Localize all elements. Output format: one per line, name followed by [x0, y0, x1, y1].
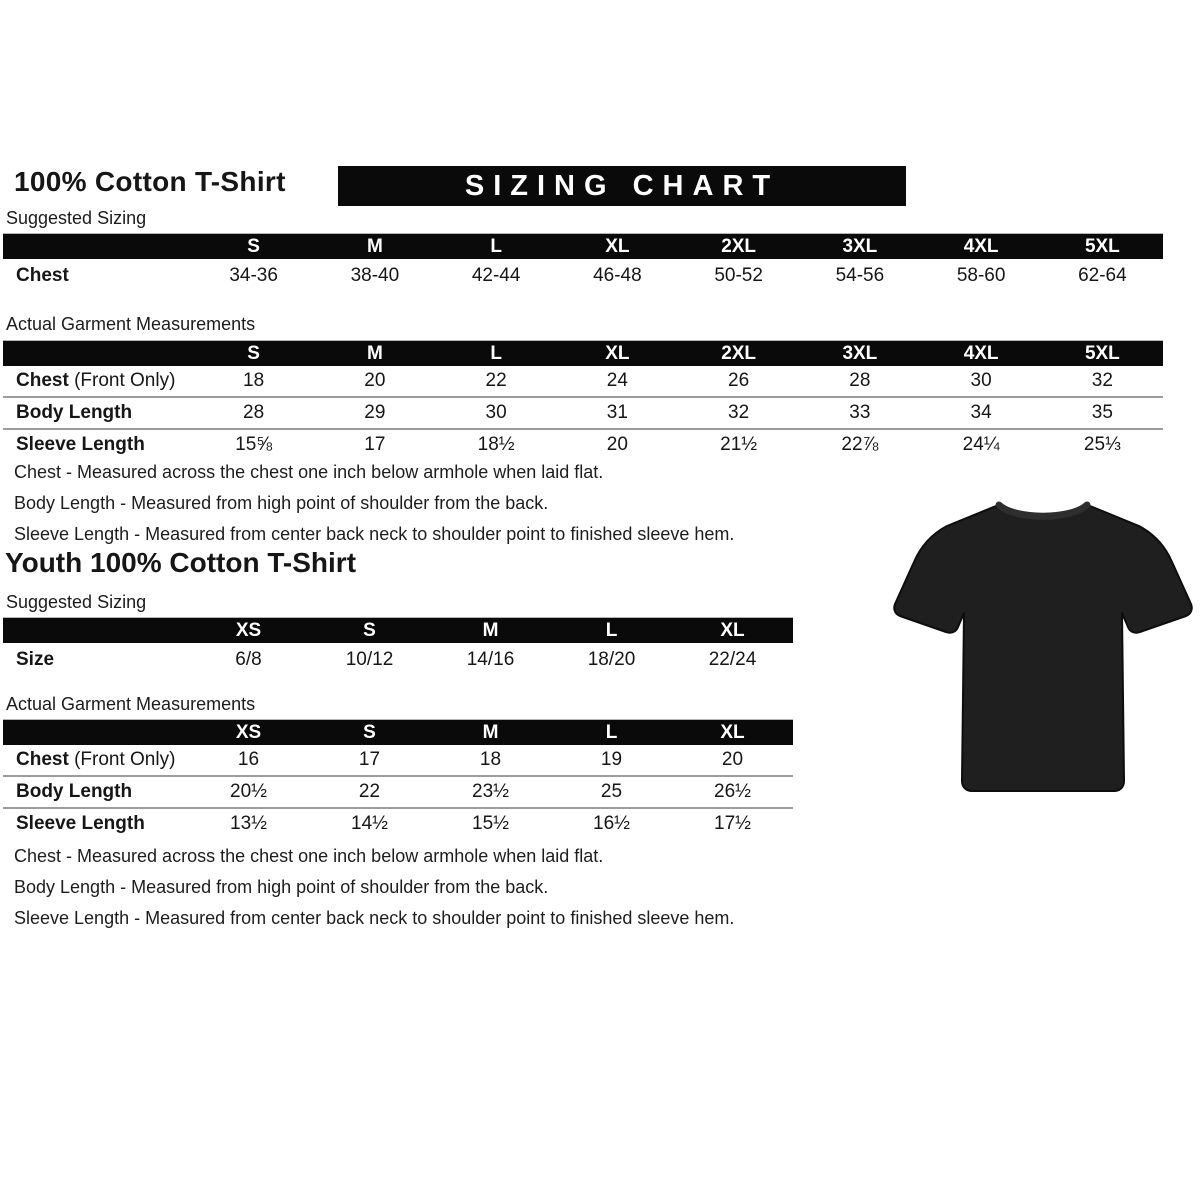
size-column-header: XL	[720, 619, 745, 641]
row-label: Chest (Front Only)	[16, 749, 176, 770]
measurement-cell: 32	[1091, 370, 1113, 391]
measurement-cell: 33	[849, 402, 871, 423]
table-row	[3, 745, 793, 775]
measurement-cell: 29	[364, 402, 386, 423]
adult-suggested-table-header	[3, 234, 1163, 259]
measurement-cell: 17½	[714, 813, 751, 834]
size-column-header: 5XL	[1084, 235, 1120, 257]
size-column-header: M	[482, 619, 499, 641]
measurement-cell: 62-64	[1078, 264, 1127, 286]
measurement-cell: 16	[237, 749, 260, 770]
measurement-cell: 22	[358, 781, 381, 802]
table-row	[3, 259, 1163, 292]
row-label: Chest (Front Only)	[16, 370, 176, 391]
adult-actual-table	[3, 340, 1163, 460]
table-row	[3, 366, 1163, 396]
size-column-header: L	[605, 721, 618, 743]
youth-actual-measurements-label: Actual Garment Measurements	[6, 694, 256, 714]
measurement-note: Chest - Measured across the chest one inch below armhole when laid flat.	[14, 846, 604, 866]
measurement-cell: 18/20	[587, 648, 636, 670]
sizing-chart-banner-label: SIZING CHART	[464, 169, 780, 202]
table-row	[3, 396, 1163, 428]
measurement-cell: 20	[606, 434, 628, 455]
measurement-cell: 26	[728, 370, 750, 391]
measurement-note: Sleeve Length - Measured from center back neck to shoulder point to finished sleeve hem.	[14, 908, 735, 928]
measurement-cell: 6/8	[235, 648, 262, 670]
table-row	[3, 807, 793, 839]
adult-actual-measurements-label: Actual Garment Measurements	[6, 314, 256, 334]
size-column-header: L	[490, 235, 502, 257]
measurement-cell: 20	[721, 749, 744, 770]
measurement-cell: 42-44	[471, 264, 521, 286]
measurement-note: Chest - Measured across the chest one inch below armhole when laid flat.	[14, 462, 604, 482]
measurement-cell: 15⅝	[235, 434, 273, 455]
measurement-cell: 58-60	[956, 264, 1006, 286]
measurement-cell: 26½	[714, 781, 751, 802]
measurement-note: Sleeve Length - Measured from center back neck to shoulder point to finished sleeve hem.	[14, 524, 735, 544]
measurement-cell: 23½	[472, 781, 509, 802]
measurement-cell: 15½	[472, 813, 509, 834]
measurement-cell: 25	[600, 781, 623, 802]
tshirt-collar	[999, 505, 1087, 516]
measurement-cell: 18	[479, 749, 502, 770]
size-column-header: L	[605, 619, 618, 641]
row-label: Size	[16, 648, 55, 670]
tshirt-image	[893, 488, 1193, 803]
measurement-cell: 22/24	[708, 648, 757, 670]
measurement-cell: 28	[243, 402, 265, 423]
size-column-header: M	[366, 235, 383, 257]
main-title: 100% Cotton T-Shirt	[14, 166, 286, 197]
adult-measurement-notes	[14, 457, 734, 550]
measurement-cell: 21½	[720, 434, 758, 455]
measurement-cell: 20	[364, 370, 386, 391]
row-label: Sleeve Length	[16, 434, 145, 455]
size-column-header: 3XL	[842, 235, 878, 257]
size-column-header: XL	[605, 342, 630, 364]
row-label: Body Length	[16, 781, 133, 802]
size-column-header: 4XL	[963, 235, 999, 257]
measurement-cell: 30	[970, 370, 992, 391]
youth-suggested-table-header	[3, 618, 793, 643]
measurement-cell: 38-40	[350, 264, 400, 286]
measurement-note: Body Length - Measured from high point of shoulder from the back.	[14, 877, 549, 897]
measurement-cell: 18½	[477, 434, 515, 455]
measurement-cell: 30	[485, 402, 507, 423]
measurement-cell: 34-36	[229, 264, 278, 286]
measurement-cell: 17	[364, 434, 386, 455]
measurement-cell: 54-56	[835, 264, 885, 286]
size-column-header: 5XL	[1084, 342, 1120, 364]
size-column-header: S	[363, 619, 376, 641]
sizing-chart-banner	[338, 166, 906, 206]
measurement-cell: 22	[485, 370, 507, 391]
size-column-header: XS	[235, 619, 262, 641]
measurement-cell: 13½	[230, 813, 267, 834]
size-column-header: 4XL	[963, 342, 999, 364]
youth-suggested-table	[3, 617, 793, 676]
adult-actual-table-header	[3, 341, 1163, 366]
tshirt-icon	[893, 488, 1193, 803]
measurement-cell: 28	[849, 370, 871, 391]
measurement-cell: 25⅓	[1083, 434, 1121, 455]
measurement-cell: 34	[970, 402, 992, 423]
measurement-cell: 24¼	[962, 434, 1000, 455]
row-label: Sleeve Length	[16, 813, 145, 834]
youth-title: Youth 100% Cotton T-Shirt	[5, 547, 357, 578]
measurement-cell: 24	[606, 370, 628, 391]
measurement-cell: 50-52	[714, 264, 763, 286]
measurement-cell: 32	[728, 402, 750, 423]
tshirt-body	[894, 506, 1192, 791]
measurement-cell: 46-48	[593, 264, 642, 286]
youth-actual-table	[3, 719, 793, 839]
measurement-cell: 16½	[593, 813, 630, 834]
adult-suggested-table	[3, 233, 1163, 292]
measurement-cell: 22⅞	[841, 434, 879, 455]
size-column-header: L	[490, 342, 502, 364]
size-column-header: S	[363, 721, 376, 743]
size-column-header: 3XL	[842, 342, 878, 364]
size-column-header: 2XL	[721, 342, 757, 364]
measurement-cell: 10/12	[345, 648, 394, 670]
size-column-header: M	[482, 721, 499, 743]
size-column-header: XS	[235, 721, 262, 743]
size-column-header: XL	[720, 721, 745, 743]
measurement-cell: 35	[1091, 402, 1113, 423]
measurement-note: Body Length - Measured from high point of shoulder from the back.	[14, 493, 549, 513]
youth-actual-table-header	[3, 720, 793, 745]
table-row	[3, 428, 1163, 460]
measurement-cell: 18	[243, 370, 265, 391]
size-column-header: S	[247, 342, 260, 364]
measurement-cell: 14/16	[466, 648, 515, 670]
size-column-header: XL	[605, 235, 630, 257]
youth-measurement-notes	[14, 841, 734, 934]
row-label: Body Length	[16, 402, 133, 423]
table-row	[3, 775, 793, 807]
row-label: Chest	[16, 264, 69, 286]
size-column-header: 2XL	[721, 235, 757, 257]
size-column-header: M	[366, 342, 383, 364]
table-row	[3, 643, 793, 676]
youth-suggested-sizing-label: Suggested Sizing	[6, 592, 147, 612]
measurement-cell: 31	[606, 402, 628, 423]
measurement-cell: 14½	[351, 813, 388, 834]
size-column-header: S	[247, 235, 260, 257]
measurement-cell: 17	[358, 749, 381, 770]
adult-suggested-sizing-label: Suggested Sizing	[6, 208, 147, 228]
measurement-cell: 20½	[230, 781, 267, 802]
measurement-cell: 19	[600, 749, 623, 770]
